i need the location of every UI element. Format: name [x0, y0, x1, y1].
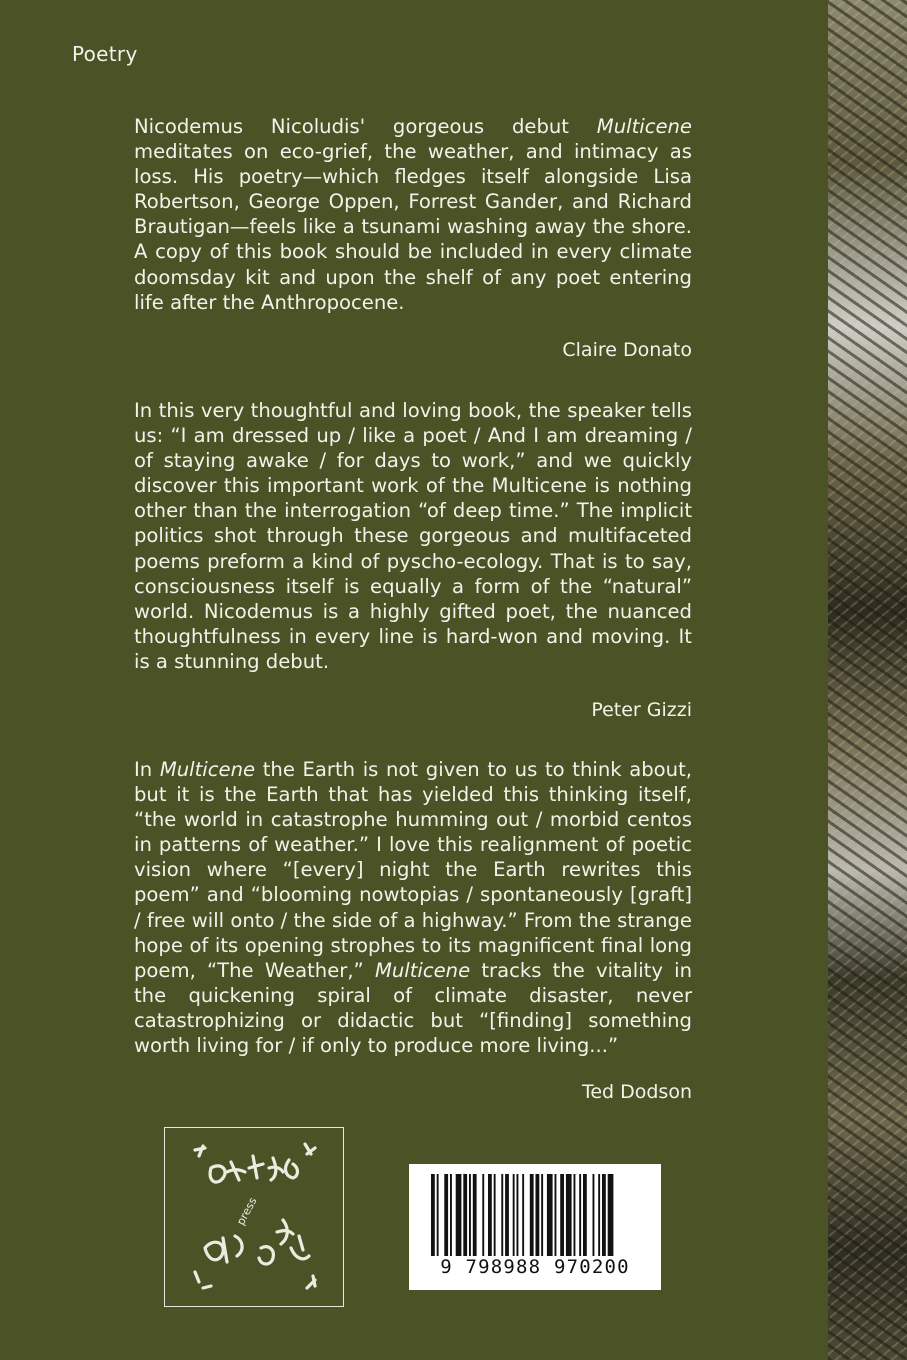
blurb-text: Nicodemus Nicoludis' gorgeous debut [134, 115, 597, 138]
genre-label: Poetry [72, 42, 138, 66]
barcode-bar [513, 1174, 515, 1256]
barcode-bar [444, 1174, 448, 1256]
barcode-bar [431, 1174, 435, 1256]
book-title-italic: Multicene [596, 115, 692, 138]
book-title-italic: Multicene [159, 758, 256, 781]
barcode-bar [547, 1174, 553, 1256]
barcode-bar [598, 1174, 600, 1256]
publisher-press-text: press [234, 1195, 260, 1228]
barcode-bar [593, 1174, 595, 1256]
blurb-claire-donato [134, 114, 692, 315]
barcode-bar [541, 1174, 543, 1256]
barcode-bar [456, 1174, 462, 1256]
barcode-bar [536, 1174, 540, 1256]
spine-photo-strip [828, 0, 907, 1360]
barcode-bar [579, 1174, 581, 1256]
barcode-bar [469, 1174, 471, 1256]
barcode [409, 1164, 661, 1290]
barcode-bar [494, 1174, 496, 1256]
blurb-text: the Earth is not given to us to think about, but it is the Earth that has yielded this thinking itself, “the world in catastrophe humming out / morbid centos in patterns of weather.” I love this realignment of poetic vision where “[every] night the Earth rewrites this poem” and “blooming nowtopias / spontaneously [graft] / free will onto / the side of a highway.” From the strange hope of its opening strophes to its magnificent final long poem, “The Weather,” [134, 758, 692, 982]
book-title-italic: Multicene [374, 958, 471, 982]
blurb-ted-dodson [134, 757, 692, 1058]
barcode-bar [450, 1174, 452, 1256]
barcode-bar [517, 1174, 519, 1256]
blurb-text: In this very thoughtful and loving book, the speaker tells us: “I am dressed up / like a poet / And I am dreaming / of staying awake / for days to work,” and we quickly discover this important work of the Multicene is nothing other than the interrogation “of deep time.” The implicit politics shot through these gorgeous and multifaceted poems preform a kind of pyscho-ecology. That is to say, consciousness itself is equally a form of the “natural” world. Nicodemus is a highly gifted poet, the nuanced thoughtfulness in every line is hard-won and moving. It is a stunning debut. [134, 399, 692, 673]
barcode-bar [473, 1174, 477, 1256]
barcode-bar [560, 1174, 564, 1256]
barcode-bar [555, 1174, 557, 1256]
blurb-peter-gizzi [134, 398, 692, 674]
barcode-bar [505, 1174, 509, 1256]
blurb-author: Peter Gizzi [591, 699, 692, 721]
barcode-bar [530, 1174, 534, 1256]
blurb-text: tracks the vitality in the quickening spiral of climate disaster, never catastrophizing or didactic but “[finding] something worth living for / if only to produce more living...” [134, 958, 693, 1058]
barcode-bar [437, 1174, 439, 1256]
blurb-text: In [134, 758, 160, 781]
barcode-bar [608, 1174, 614, 1256]
barcode-bar [501, 1174, 503, 1256]
publisher-logo-icon [164, 1127, 344, 1307]
barcode-bar [602, 1174, 606, 1256]
barcode-bar [522, 1174, 524, 1256]
blurb-text: meditates on eco-grief, the weather, and intimacy as loss. His poetry—which fledges itself alongside Lisa Robertson, George Oppen, Forrest Gander, and Richard Brautigan—feels like a tsunami washing away the shore. A copy of this book should be included in every climate doomsday kit and upon the shelf of any poet entering life after the Anthropocene. [134, 140, 692, 314]
barcode-bar [574, 1174, 576, 1256]
barcode-bar [583, 1174, 587, 1256]
barcode-bar [463, 1174, 467, 1256]
barcode-bar [488, 1174, 492, 1256]
barcode-number: 9 798988 970200 [440, 1256, 630, 1278]
barcode-bar [482, 1174, 484, 1256]
blurb-author: Claire Donato [562, 339, 692, 361]
barcode-bar [566, 1174, 572, 1256]
blurb-author: Ted Dodson [581, 1081, 692, 1103]
